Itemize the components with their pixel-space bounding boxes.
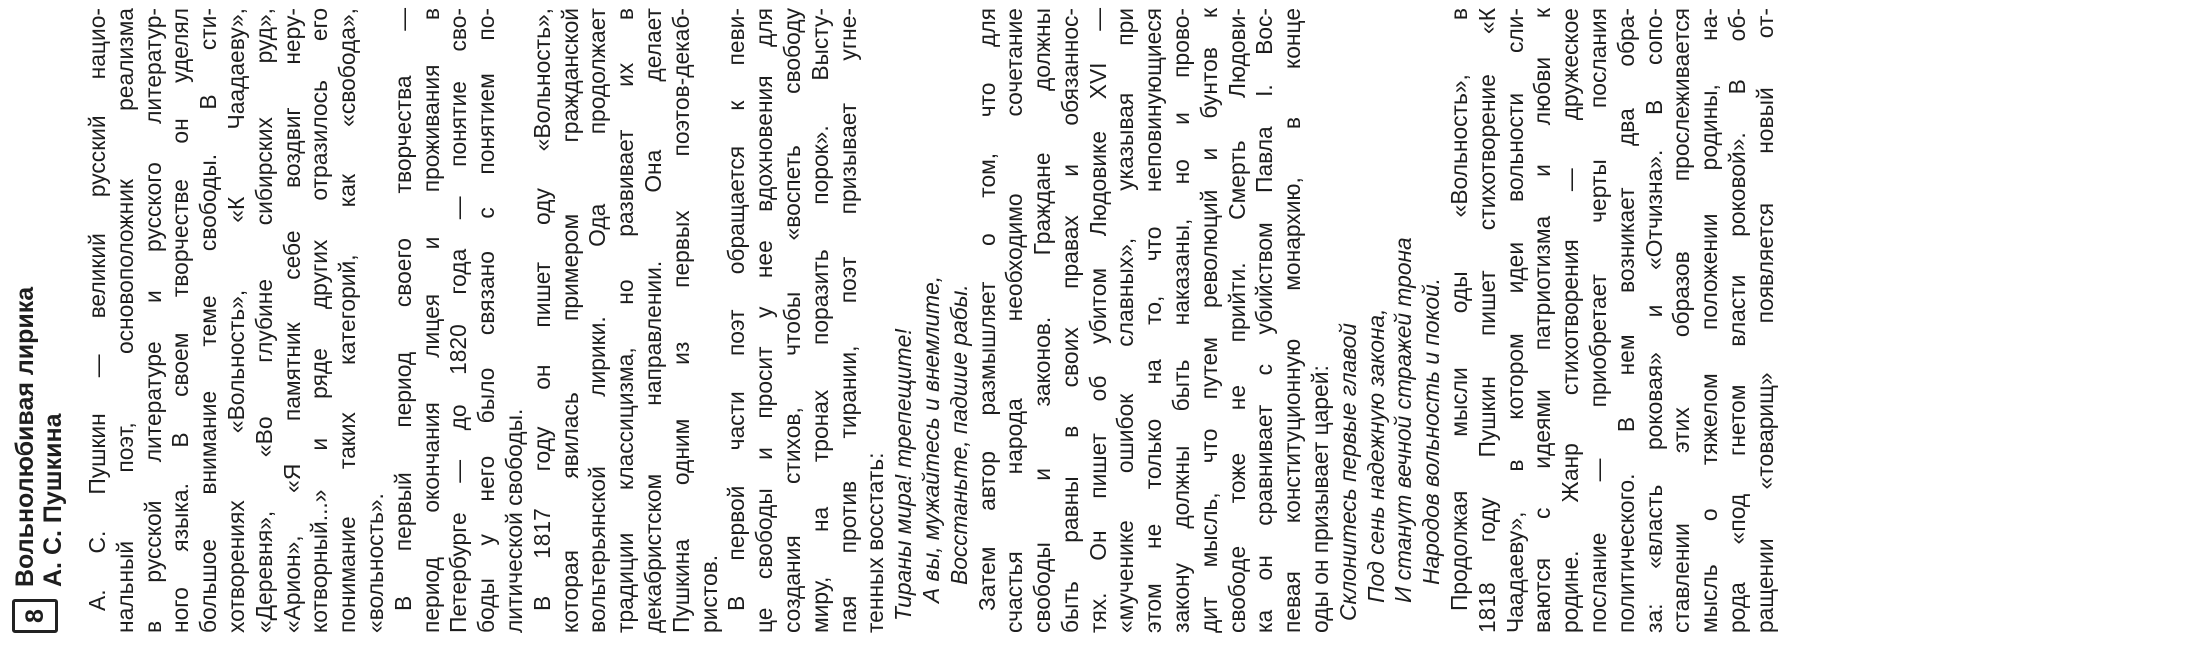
text-line: за: «власть роковая» и «Отчизна». В сопо- (1640, 8, 1667, 633)
section-title: Вольнолюбивая лирика (11, 286, 39, 587)
text-line: тенных восстать: (862, 452, 889, 633)
text-line: «Арион», «Я памятник себе воздвиг неру- (278, 8, 305, 633)
text-line: котворный...» и ряде других отразилось его (306, 8, 333, 633)
text-line: вольтерьянской лирики. Ода продолжает (584, 8, 611, 633)
text-line: ристов. (695, 554, 722, 633)
text-line: понимание таких категорий, как «свобода», (334, 8, 361, 633)
text-line: рода «под гнетом власти роковой». В об- (1724, 8, 1751, 633)
verse-line: И станут вечной стражей трона (1390, 237, 1417, 603)
text-line: ка он сравнивает с убийством Павла I. Вос- (1251, 8, 1278, 633)
text-line: оды он призывает царей: (1307, 365, 1334, 633)
text-line: в русской литературе и русского литератур- (139, 8, 166, 633)
text-line: дит мысль, что путем революций и бунтов к (1195, 8, 1222, 633)
text-line: ставлении этих образов прослеживается (1668, 8, 1695, 633)
text-line: це свободы и просит у нее вдохновения для (751, 8, 778, 633)
verse-line: Под сень надежную закона, (1362, 308, 1389, 603)
text-line: «мученике ошибок славных», указывая при (1112, 8, 1139, 633)
text-line: этом не только на то, что неповинующиеся (1140, 8, 1167, 633)
text-line: послание — приобретает черты послания (1585, 8, 1612, 633)
text-line: А. С. Пушкин — великий русский нацио- (84, 8, 110, 611)
text-line: ращении «товарищ» появляется новый от- (1751, 8, 1778, 633)
text-line: свободе тоже не прийти. Смерть Людови- (1223, 8, 1250, 633)
text-line: политического. В нем возникает два обра- (1612, 8, 1639, 633)
text-line: ваются с идеями патриотизма и любви к (1529, 8, 1556, 633)
text-line: литической свободы. (500, 408, 527, 633)
text-line: В 1817 году он пишет оду «Вольность», (528, 8, 555, 611)
text-line: нальный поэт, основоположник реализма (111, 8, 138, 633)
text-line: ного языка. В своем творчестве он уделял (167, 8, 194, 633)
text-line: счастья народа необходимо сочетание (1001, 8, 1028, 633)
text-line: большое внимание теме свободы. В сти- (195, 8, 222, 633)
text-line: Затем автор размышляет о том, что для (973, 8, 1000, 611)
text-line: быть равны в своих правах и обязаннос- (1056, 8, 1083, 633)
text-line: боды у него было связано с понятием по- (473, 8, 500, 633)
text-line: родине. Жанр стихотворения — дружеское (1557, 8, 1584, 633)
text-line: миру, на тронах поразить порок». Высту- (806, 8, 833, 633)
text-line: создания стихов, чтобы «воспеть свободу (778, 8, 805, 633)
text-line: «Деревня», «Во глубине сибирских руд», (250, 8, 277, 633)
text-line: мысль о тяжелом положении родины, на- (1696, 8, 1723, 633)
text-line: 1818 году Пушкин пишет стихотворение «К (1473, 8, 1500, 633)
text-line: Пушкина одним из первых поэтов-декаб- (667, 8, 694, 633)
text-line: декабристском направлении. Она делает (639, 8, 666, 633)
text-line: закону должны быть наказаны, но и прово- (1168, 8, 1195, 633)
section-subtitle: А. С. Пушкина (39, 413, 67, 587)
text-line: Петербурге — до 1820 года — понятие сво- (445, 8, 472, 633)
text-line: период окончания лицея и проживания в (417, 8, 444, 633)
text-line: пая против тирании, поэт призывает угне- (834, 8, 861, 633)
text-line: свободы и законов. Граждане должны (1029, 8, 1056, 633)
verse-line: Восстаньте, падшие рабы. (945, 284, 972, 585)
text-line: тях. Он пишет об убитом Людовике XVI — (1084, 8, 1111, 633)
text-line: традиции классицизма, но развивает их в (612, 8, 639, 633)
text-line: певая конституционную монархию, в конце (1279, 8, 1306, 633)
body-text (84, 8, 1780, 633)
text-line: Продолжая мысли оды «Вольность», в (1446, 8, 1473, 611)
verse-line: А вы, мужайтесь и внемлите, (917, 275, 944, 603)
verse-line: Народов вольность и покой. (1418, 277, 1445, 585)
text-line: В первый период своего творчества — (389, 8, 416, 611)
text-line: Чаадаеву», в котором идеи вольности сли- (1501, 8, 1528, 633)
text-line: которая явилась примером гражданской (556, 8, 583, 633)
verse-line: Склонитесь первые главой (1334, 323, 1361, 621)
page-number-badge: 8 (12, 599, 58, 633)
verse-line: Тираны мира! трепещите! (890, 328, 917, 621)
text-line: «вольность». (361, 493, 388, 633)
text-line: В первой части поэт обращается к певи- (723, 8, 750, 611)
page-header (6, 8, 81, 633)
text-line: хотворениях «Вольность», «К Чаадаеву», (222, 8, 249, 633)
